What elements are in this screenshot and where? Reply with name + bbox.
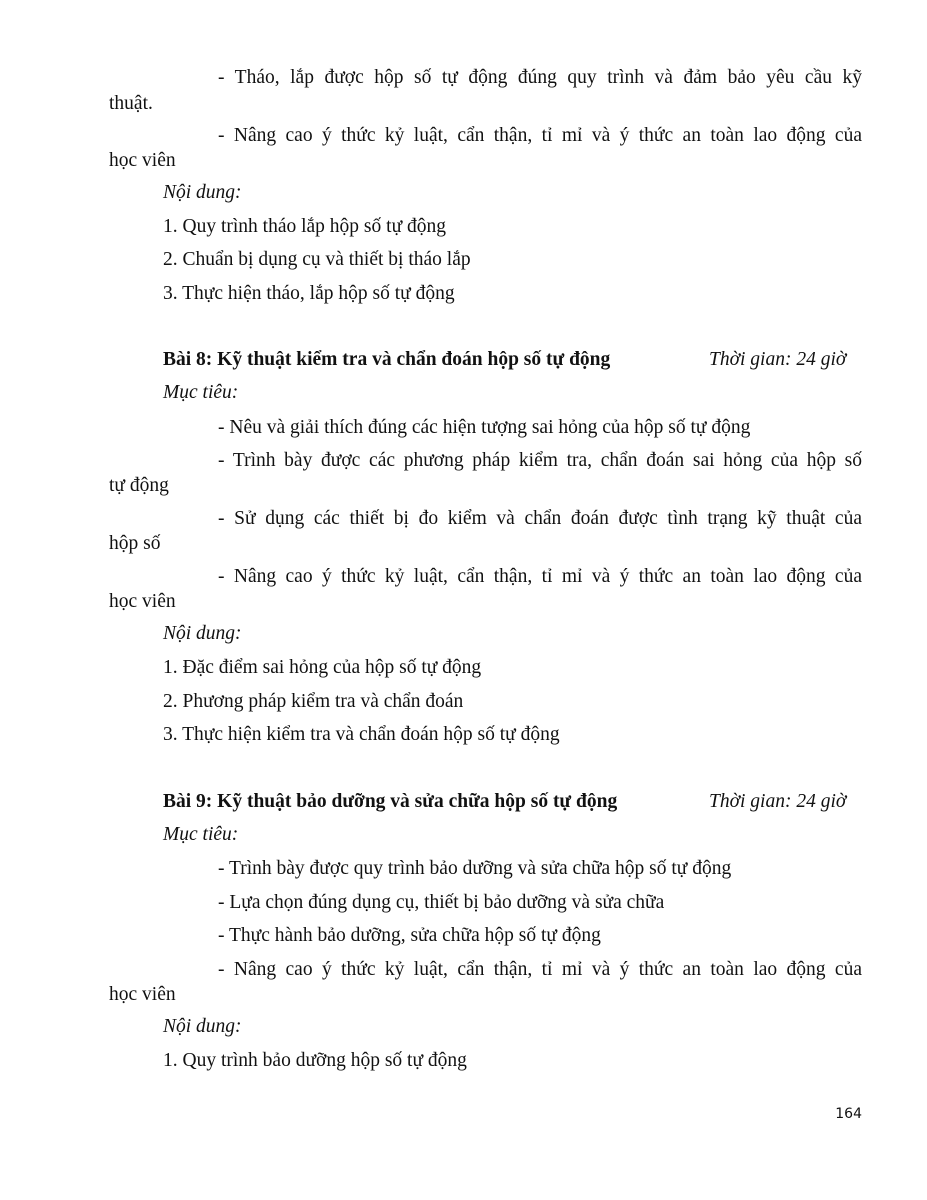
objective-line: - Lựa chọn đúng dụng cụ, thiết bị bảo dưỡng và sửa chữa (218, 892, 665, 913)
objective-line: - Nêu và giải thích đúng các hiện tượng sai hỏng của hộp số tự động (218, 417, 751, 438)
objective-line: - Trình bày được các phương pháp kiểm tra, chẩn đoán sai hỏng của hộp số (218, 450, 862, 471)
objective-line-cont: học viên (109, 150, 176, 171)
objective-line: - Nâng cao ý thức kỷ luật, cẩn thận, tỉ mỉ và ý thức an toàn lao động của (218, 125, 862, 146)
content-item: 1. Quy trình tháo lắp hộp số tự động (163, 216, 447, 237)
lesson-9-time: Thời gian: 24 giờ (709, 791, 847, 812)
objective-line: - Nâng cao ý thức kỷ luật, cẩn thận, tỉ mỉ và ý thức an toàn lao động của (218, 566, 862, 587)
page-number: 164 (835, 1106, 862, 1122)
content-item: 1. Quy trình bảo dưỡng hộp số tự động (163, 1050, 467, 1071)
objective-line: - Tháo, lắp được hộp số tự động đúng quy trình và đảm bảo yêu cầu kỹ (218, 67, 862, 88)
objective-line: - Nâng cao ý thức kỷ luật, cẩn thận, tỉ mỉ và ý thức an toàn lao động của (218, 959, 862, 980)
objective-line-cont: tự động (109, 475, 169, 496)
objective-line-cont: học viên (109, 591, 176, 612)
content-item: 1. Đặc điểm sai hỏng của hộp số tự động (163, 657, 482, 678)
content-label: Nội dung: (163, 623, 242, 644)
objective-line-cont: hộp số (109, 533, 161, 554)
content-item: 3. Thực hiện kiểm tra và chẩn đoán hộp số tự động (163, 724, 560, 745)
objectives-label: Mục tiêu: (163, 382, 239, 403)
objectives-label: Mục tiêu: (163, 824, 239, 845)
objective-line: - Trình bày được quy trình bảo dưỡng và sửa chữa hộp số tự động (218, 858, 732, 879)
objective-line: - Thực hành bảo dưỡng, sửa chữa hộp số tự động (218, 925, 601, 946)
content-item: 2. Chuẩn bị dụng cụ và thiết bị tháo lắp (163, 249, 471, 270)
content-label: Nội dung: (163, 182, 242, 203)
content-label: Nội dung: (163, 1016, 242, 1037)
lesson-8-title: Bài 8: Kỹ thuật kiểm tra và chẩn đoán hộp số tự động (163, 349, 611, 370)
objective-line-cont: thuật. (109, 93, 153, 114)
content-item: 3. Thực hiện tháo, lắp hộp số tự động (163, 283, 455, 304)
lesson-8-time: Thời gian: 24 giờ (709, 349, 847, 370)
objective-line-cont: học viên (109, 984, 176, 1005)
objective-line: - Sử dụng các thiết bị đo kiểm và chẩn đoán được tình trạng kỹ thuật của (218, 508, 862, 529)
lesson-9-title: Bài 9: Kỹ thuật bảo dưỡng và sửa chữa hộp số tự động (163, 791, 618, 812)
content-item: 2. Phương pháp kiểm tra và chẩn đoán (163, 691, 464, 712)
